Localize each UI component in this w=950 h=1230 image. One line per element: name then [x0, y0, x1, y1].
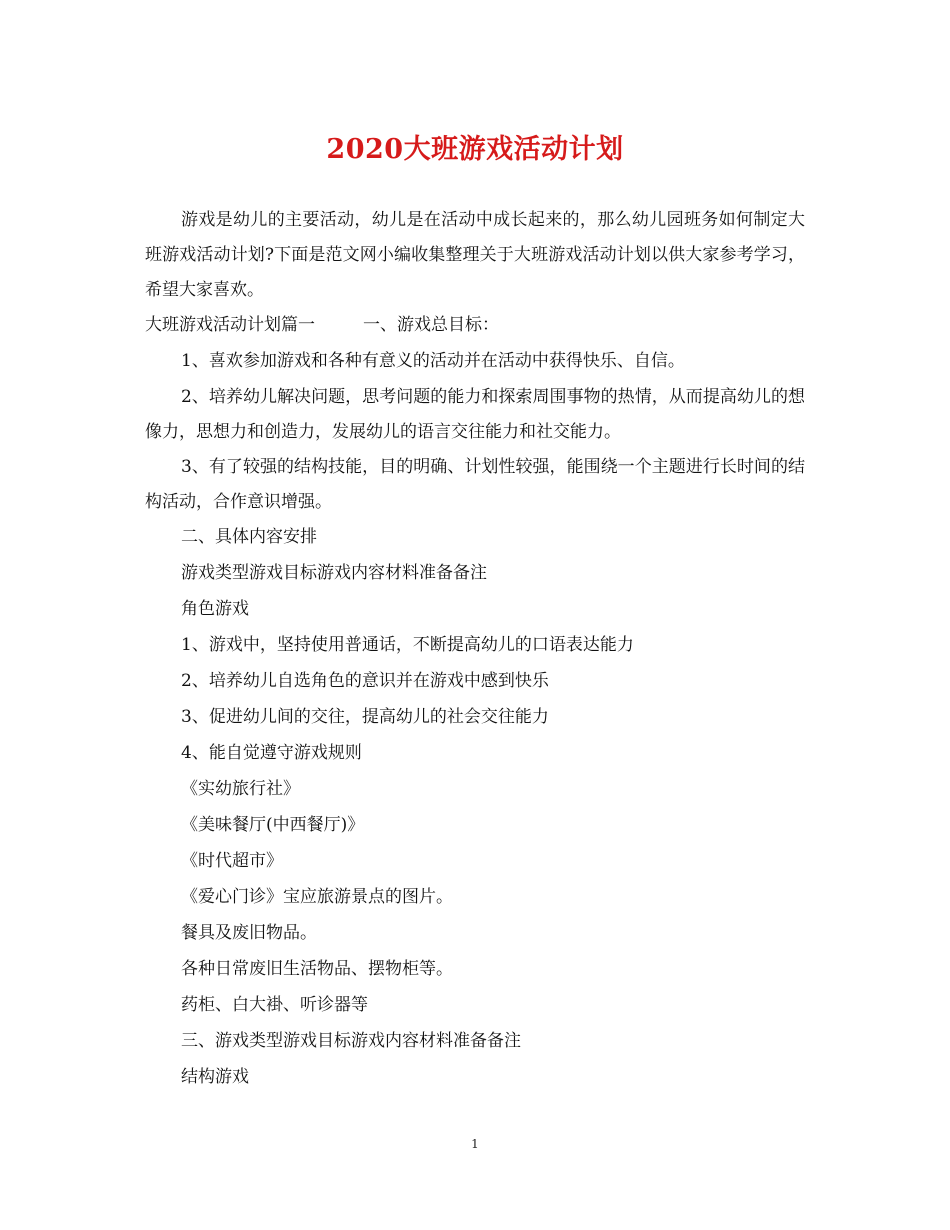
goal-item-2: 2、培养幼儿解决问题，思考问题的能力和探索周围事物的热情，从而提高幼儿的想像力，思想力和创造力，发展幼儿的语言交往能力和社交能力。: [145, 387, 805, 442]
game-content-restaurant: 《美味餐厅(中西餐厅)》: [181, 815, 365, 835]
role-goal-3: 3、促进幼儿间的交往，提高幼儿的社会交往能力: [181, 707, 549, 727]
table-header-line: 游戏类型游戏目标游戏内容材料准备备注: [181, 563, 487, 583]
game-type-construction: 结构游戏: [181, 1067, 249, 1087]
goal-item-1: 1、喜欢参加游戏和各种有意义的活动并在活动中获得快乐、自信。: [181, 351, 685, 371]
material-tableware: 餐具及废旧物品。: [181, 923, 317, 943]
intro-paragraph: 游戏是幼儿的主要活动，幼儿是在活动中成长起来的，那么幼儿园班务如何制定大班游戏活动计划?下面是范文网小编收集整理关于大班游戏活动计划以供大家参考学习，希望大家喜欢。: [145, 210, 805, 300]
section-heading-right: 一、游戏总目标：: [363, 315, 499, 335]
role-goal-1: 1、游戏中，坚持使用普通话，不断提高幼儿的口语表达能力: [181, 635, 634, 655]
game-content-supermarket: 《时代超市》: [181, 851, 283, 871]
section-three-heading: 三、游戏类型游戏目标游戏内容材料准备备注: [181, 1031, 521, 1051]
section-heading-left: 大班游戏活动计划篇一: [145, 315, 315, 335]
material-daily-items: 各种日常废旧生活物品、摆物柜等。: [181, 959, 453, 979]
game-content-clinic: 《爱心门诊》宝应旅游景点的图片。: [181, 887, 453, 907]
document-title: 2020大班游戏活动计划: [326, 134, 624, 165]
game-type-role: 角色游戏: [181, 599, 249, 619]
goal-item-3: 3、有了较强的结构技能，目的明确、计划性较强，能围绕一个主题进行长时间的结构活动，合作意识增强。: [145, 457, 805, 512]
game-content-travel: 《实幼旅行社》: [181, 779, 300, 799]
document-body: [145, 203, 805, 1096]
role-goal-2: 2、培养幼儿自选角色的意识并在游戏中感到快乐: [181, 671, 549, 691]
section-heading: [145, 308, 805, 344]
role-goal-4: 4、能自觉遵守游戏规则: [181, 743, 362, 763]
content-heading: 二、具体内容安排: [181, 527, 317, 547]
page-number: 1: [471, 1137, 479, 1151]
material-medical: 药柜、白大褂、听诊器等: [181, 995, 368, 1015]
